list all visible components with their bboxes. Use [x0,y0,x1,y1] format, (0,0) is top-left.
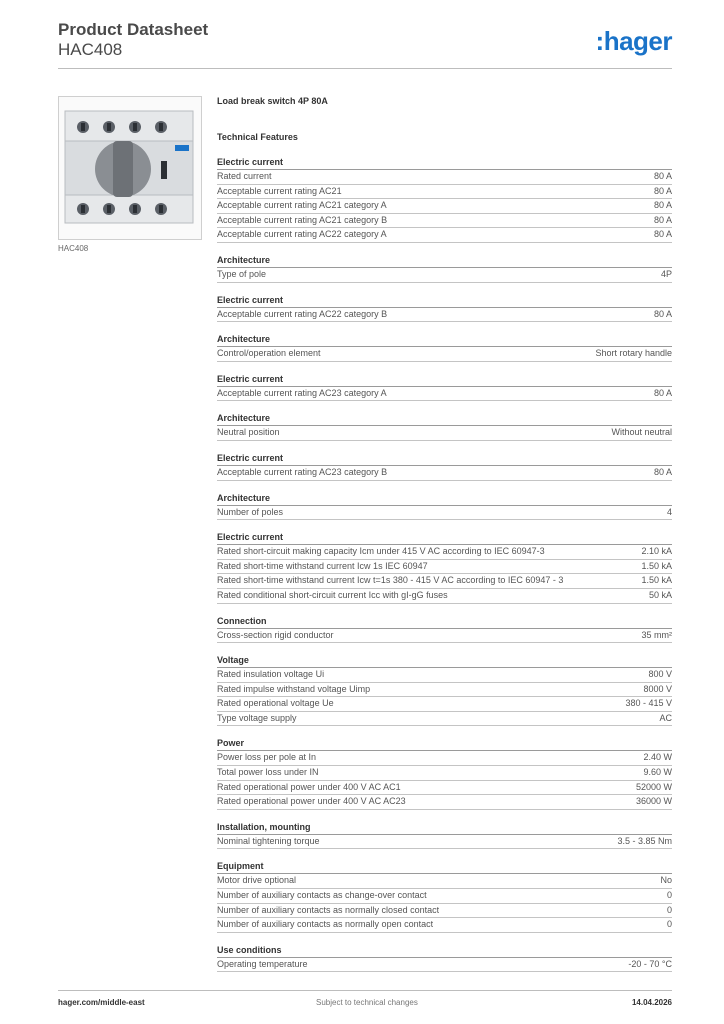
feature-row [217,387,672,402]
feature-label: Acceptable current rating AC23 category B [217,466,388,477]
feature-label: Type voltage supply [217,712,297,723]
feature-row [217,308,672,323]
feature-group [217,822,672,850]
feature-group [217,655,672,726]
feature-value: 80 A [653,185,672,196]
group-title: Architecture [217,413,672,426]
feature-row [217,545,672,560]
feature-row [217,835,672,850]
feature-value: 1.50 kA [641,575,672,586]
feature-row [217,185,672,200]
feature-value: 80 A [653,171,672,181]
feature-label: Acceptable current rating AC23 category A [217,387,387,398]
feature-value: 80 A [653,308,672,319]
feature-value: 4 [666,506,672,517]
group-title: Equipment [217,861,672,874]
section-heading: Technical Features [217,132,298,142]
feature-label: Operating temperature [217,958,308,969]
feature-row [217,574,672,589]
feature-value: 2.10 kA [641,546,672,557]
group-title: Architecture [217,334,672,347]
feature-label: Total power loss under IN [217,767,319,778]
feature-row [217,506,672,521]
feature-value: 80 A [653,229,672,240]
feature-row [217,889,672,904]
feature-group [217,861,672,932]
feature-label: Rated impulse withstand voltage Uimp [217,683,371,694]
header-divider [58,68,672,69]
feature-value: 800 V [648,669,672,680]
group-title: Use conditions [217,945,672,958]
page-title: Product Datasheet [58,20,209,39]
feature-value: 80 A [653,200,672,211]
feature-label: Motor drive optional [217,875,297,886]
feature-row [217,466,672,481]
feature-label: Rated insulation voltage Ui [217,669,325,680]
feature-row [217,426,672,441]
feature-group [217,374,672,402]
feature-label: Rated operational power under 400 V AC AC1 [217,781,401,792]
feature-label: Number of auxiliary contacts as normally closed contact [217,904,440,915]
header [58,20,208,60]
footer-website[interactable]: hager.com/middle-east [58,998,145,1007]
feature-group [217,945,672,973]
feature-value: 3.5 - 3.85 Nm [617,835,672,846]
feature-label: Power loss per pole at In [217,752,317,763]
feature-label: Acceptable current rating AC22 category B [217,308,388,319]
feature-label: Acceptable current rating AC22 category A [217,229,387,240]
feature-value: 1.50 kA [641,560,672,571]
feature-group [217,616,672,644]
feature-value: 9.60 W [643,767,672,778]
feature-label: Rated short-time withstand current Icw 1s IEC 60947 [217,560,428,571]
group-title: Electric current [217,157,672,170]
feature-group [217,493,672,521]
group-title: Power [217,738,672,751]
feature-value: 50 kA [648,589,672,600]
feature-label: Acceptable current rating AC21 category B [217,214,388,225]
feature-label: Rated short-circuit making capacity Icm under 415 V AC according to IEC 60947-3 [217,546,545,557]
feature-group [217,738,672,809]
page-subtitle: HAC408 [58,40,123,59]
feature-group [217,255,672,283]
feature-label: Rated operational voltage Ue [217,698,334,709]
technical-features [217,95,672,984]
feature-label: Type of pole [217,268,267,279]
load-break-switch-illustration [59,97,201,239]
feature-label: Nominal tightening torque [217,835,320,846]
feature-row [217,781,672,796]
group-title: Architecture [217,493,672,506]
feature-row [217,199,672,214]
hager-logo: :hager [595,26,672,56]
feature-value: 0 [666,919,672,930]
feature-label: Rated operational power under 400 V AC AC23 [217,796,406,807]
feature-value: 8000 V [643,683,672,694]
feature-row [217,347,672,362]
feature-label: Control/operation element [217,348,321,359]
feature-row [217,170,672,185]
feature-row [217,228,672,243]
feature-row [217,629,672,644]
product-name: Load break switch 4P 80A [217,96,328,106]
feature-value: 2.40 W [643,752,672,763]
feature-row [217,268,672,283]
feature-value: 0 [666,904,672,915]
feature-row [217,668,672,683]
feature-value: 80 A [653,387,672,398]
feature-value: -20 - 70 °C [628,958,672,969]
feature-row [217,214,672,229]
feature-value: 4P [660,268,672,279]
feature-label: Number of poles [217,506,284,517]
group-title: Architecture [217,255,672,268]
feature-row [217,874,672,889]
feature-value: 36000 W [635,796,672,807]
group-title: Electric current [217,374,672,387]
feature-groups [217,157,672,972]
feature-row [217,589,672,604]
product-image [58,96,202,240]
feature-label: Cross-section rigid conductor [217,629,334,640]
feature-value: Short rotary handle [595,348,672,359]
feature-value: 80 A [653,466,672,477]
feature-value: 52000 W [635,781,672,792]
footer-divider [58,990,672,991]
group-title: Voltage [217,655,672,668]
group-title: Electric current [217,295,672,308]
feature-value: 80 A [653,214,672,225]
feature-row [217,795,672,810]
group-title: Connection [217,616,672,629]
feature-row [217,904,672,919]
feature-label: Acceptable current rating AC21 [217,185,342,196]
feature-value: 0 [666,890,672,901]
footer-date: 14.04.2026 [631,998,672,1007]
product-image-caption: HAC408 [58,244,89,253]
feature-value: AC [659,712,672,723]
feature-value: No [660,875,672,886]
feature-label: Rated current [217,171,272,181]
group-title: Electric current [217,453,672,466]
group-title: Electric current [217,532,672,545]
feature-row [217,712,672,727]
feature-group [217,295,672,323]
feature-label: Acceptable current rating AC21 category A [217,200,387,211]
feature-group [217,532,672,603]
feature-value: 380 - 415 V [625,698,672,709]
footer-note: Subject to technical changes [316,998,418,1007]
feature-label: Number of auxiliary contacts as change-over contact [217,890,427,901]
feature-label: Rated short-time withstand current Icw t=1s 380 - 415 V AC according to IEC 60947 - 3 [217,575,564,586]
feature-label: Number of auxiliary contacts as normally open contact [217,919,434,930]
feature-label: Neutral position [217,427,280,438]
feature-row [217,766,672,781]
feature-group [217,334,672,362]
feature-row [217,918,672,933]
feature-row [217,958,672,973]
feature-row [217,751,672,766]
feature-value: 35 mm² [641,629,672,640]
feature-row [217,683,672,698]
feature-row [217,560,672,575]
feature-label: Rated conditional short-circuit current Icc with gI-gG fuses [217,589,448,600]
feature-group [217,413,672,441]
feature-group [217,157,672,243]
feature-row [217,697,672,712]
feature-value: Without neutral [611,427,672,438]
feature-group [217,453,672,481]
group-title: Installation, mounting [217,822,672,835]
